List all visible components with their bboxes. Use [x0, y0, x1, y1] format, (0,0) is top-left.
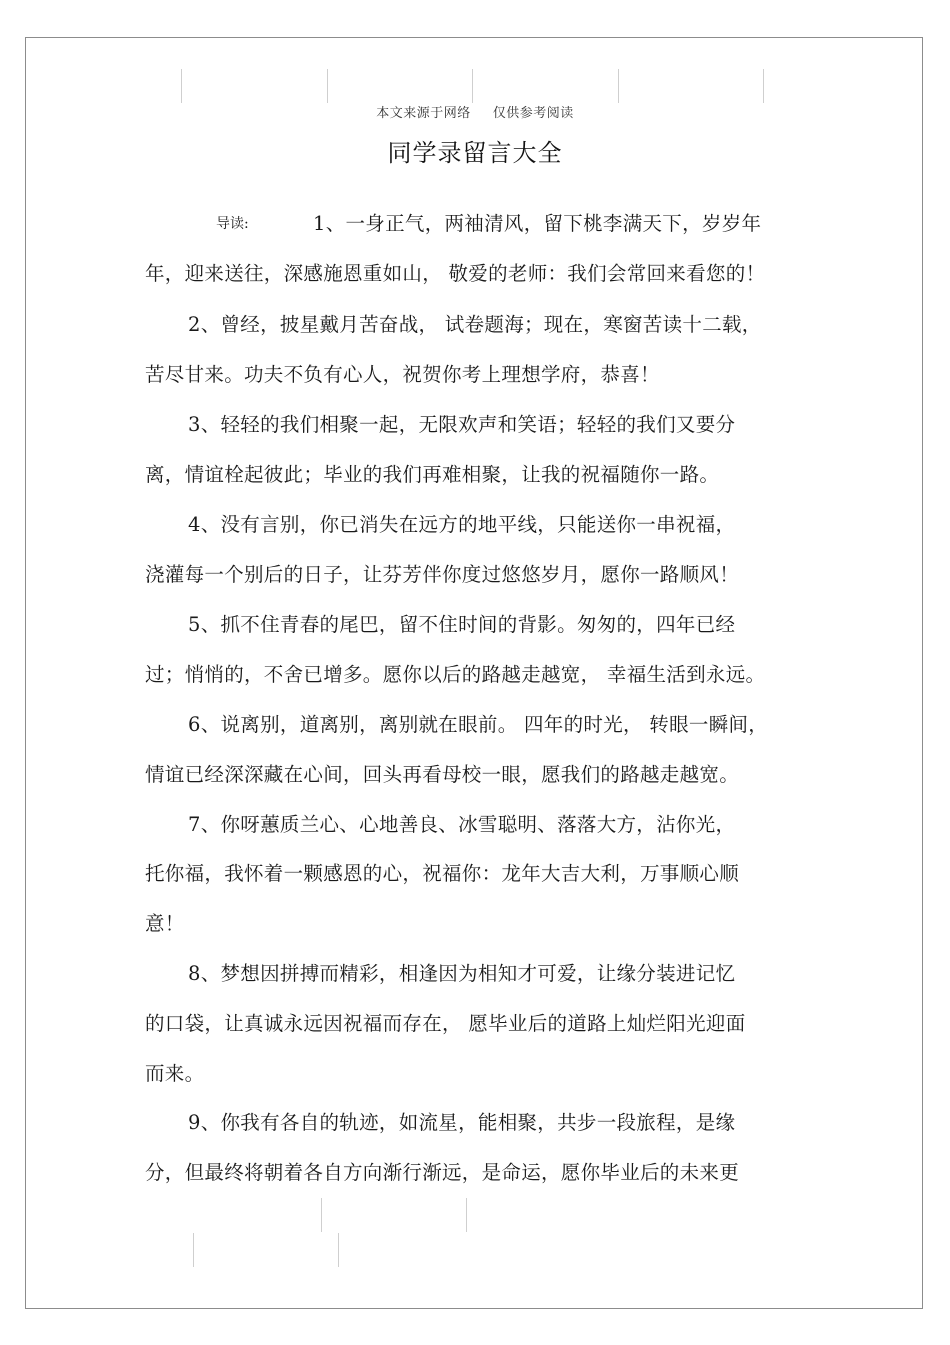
text-line: 9、你我有各自的轨迹，如流星，能相聚，共步一段旅程，是缘: [188, 1111, 736, 1134]
text-line: 7、你呀蕙质兰心、心地善良、冰雪聪明、落落大方，沾你光，: [188, 813, 736, 836]
text-line: 的口袋，让真诚永远因祝福而存在， 愿毕业后的道路上灿烂阳光迎面: [145, 1012, 746, 1035]
text-line: 4、没有言别，你已消失在远方的地平线，只能送你一串祝福，: [188, 513, 736, 536]
lead-label: 导读:: [216, 216, 249, 232]
text-line: 离，情谊栓起彼此；毕业的我们再难相聚，让我的祝福随你一路。: [145, 463, 720, 486]
margin-tick: [466, 1198, 467, 1232]
margin-tick: [472, 69, 473, 103]
margin-tick: [321, 1198, 322, 1232]
text-line: 年，迎来送往，深感施恩重如山， 敬爱的老师：我们会常回来看您的！: [145, 262, 766, 285]
text-line: 过；悄悄的，不舍已增多。愿你以后的路越走越宽， 幸福生活到永远。: [145, 663, 766, 686]
document-title: 同学录留言大全: [387, 139, 563, 167]
text-line: 5、抓不住青春的尾巴，留不住时间的背影。匆匆的，四年已经: [188, 613, 736, 636]
margin-tick: [327, 69, 328, 103]
text-line: 而来。: [145, 1062, 205, 1085]
text-line: 分，但最终将朝着各自方向渐行渐远，是命运，愿你毕业后的未来更: [145, 1161, 740, 1184]
margin-tick: [193, 1233, 194, 1267]
source-notice-text: 本文来源于网络: [376, 106, 471, 121]
text-line: 8、梦想因拼搏而精彩，相逢因为相知才可爱，让缘分装进记忆: [188, 962, 736, 985]
text-line: 苦尽甘来。功夫不负有心人，祝贺你考上理想学府，恭喜！: [145, 363, 660, 386]
text-line: 3、轻轻的我们相聚一起，无限欢声和笑语；轻轻的我们又要分: [188, 413, 736, 436]
text-line: 托你福，我怀着一颗感恩的心，祝福你：龙年大吉大利，万事顺心顺: [145, 862, 740, 885]
text-line: 6、说离别，道离别，离别就在眼前。 四年的时光， 转眼一瞬间，: [188, 713, 769, 736]
margin-tick: [763, 69, 764, 103]
text-line: 2、曾经，披星戴月苦奋战， 试卷题海；现在，寒窗苦读十二载，: [188, 313, 762, 336]
text-line: 意！: [145, 912, 185, 935]
margin-tick: [181, 69, 182, 103]
text-line: 1、一身正气，两袖清风，留下桃李满天下，岁岁年: [313, 212, 762, 235]
reference-notice-text: 仅供参考阅读: [492, 106, 574, 121]
text-line: 情谊已经深深藏在心间，回头再看母校一眼，愿我们的路越走越宽。: [145, 763, 740, 786]
margin-tick: [618, 69, 619, 103]
margin-tick: [338, 1233, 339, 1267]
text-line: 浇灌每一个别后的日子，让芬芳伴你度过悠悠岁月，愿你一路顺风！: [145, 563, 740, 586]
source-notice: [0, 102, 950, 121]
